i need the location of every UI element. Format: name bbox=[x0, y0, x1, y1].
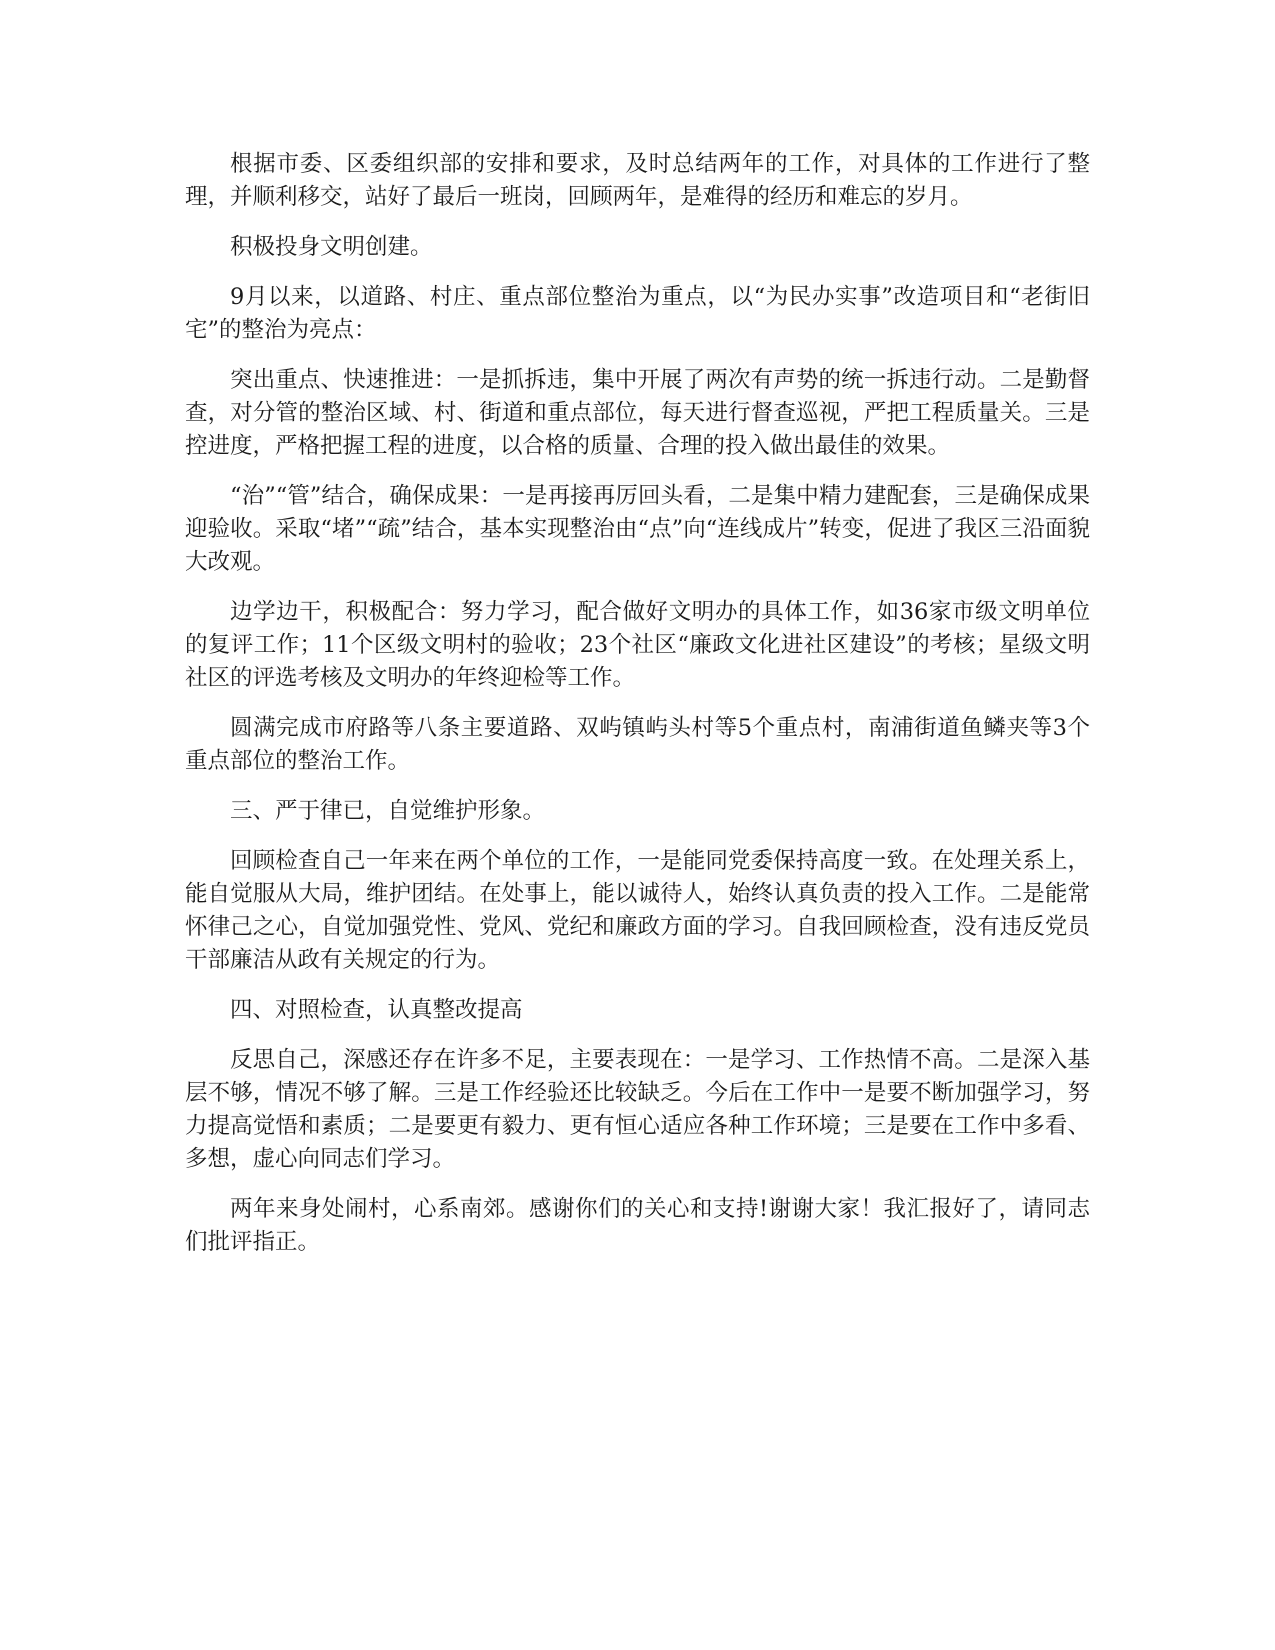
paragraph-5: “治”“管”结合，确保成果：一是再接再厉回头看，二是集中精力建配套，三是确保成果迎验收。采取“堵”“疏”结合，基本实现整治由“点”向“连线成片”转变，促进了我区三沿面貌大改观。 bbox=[185, 483, 1090, 575]
paragraph-1: 根据市委、区委组织部的安排和要求，及时总结两年的工作，对具体的工作进行了整理，并顺利移交，站好了最后一班岗，回顾两年，是难得的经历和难忘的岁月。 bbox=[185, 151, 1090, 210]
paragraph-2: 积极投身文明创建。 bbox=[230, 234, 433, 260]
section-heading-3: 三、严于律已，自觉维护形象。 bbox=[230, 798, 546, 824]
paragraph-4: 突出重点、快速推进：一是抓拆违，集中开展了两次有声势的统一拆违行动。二是勤督查，对分管的整治区域、村、街道和重点部位，每天进行督查巡视，严把工程质量关。三是控进度，严格把握工程的进度，以合格的质量、合理的投入做出最佳的效果。 bbox=[185, 367, 1090, 459]
paragraph-11: 反思自己，深感还存在许多不足，主要表现在：一是学习、工作热情不高。二是深入基层不够，情况不够了解。三是工作经验还比较缺乏。今后在工作中一是要不断加强学习，努力提高觉悟和素质；二是要更有毅力、更有恒心适应各种工作环境；三是要在工作中多看、多想，虚心向同志们学习。 bbox=[185, 1047, 1090, 1172]
document-page bbox=[185, 148, 1090, 1276]
paragraph-12: 两年来身处闹村，心系南郊。感谢你们的关心和支持!谢谢大家！我汇报好了，请同志们批评指正。 bbox=[185, 1196, 1090, 1255]
paragraph-3: 9月以来，以道路、村庄、重点部位整治为重点，以“为民办实事”改造项目和“老街旧宅”的整治为亮点： bbox=[185, 284, 1090, 343]
paragraph-9: 回顾检查自己一年来在两个单位的工作，一是能同党委保持高度一致。在处理关系上，能自觉服从大局，维护团结。在处事上，能以诚待人，始终认真负责的投入工作。二是能常怀律己之心，自觉加强党性、党风、党纪和廉政方面的学习。自我回顾检查，没有违反党员干部廉洁从政有关规定的行为。 bbox=[185, 848, 1090, 973]
section-heading-4: 四、对照检查，认真整改提高 bbox=[230, 997, 523, 1023]
paragraph-7: 圆满完成市府路等八条主要道路、双屿镇屿头村等5个重点村，南浦街道鱼鳞夹等3个重点部位的整治工作。 bbox=[185, 715, 1090, 774]
paragraph-6: 边学边干，积极配合：努力学习，配合做好文明办的具体工作，如36家市级文明单位的复评工作；11个区级文明村的验收；23个社区“廉政文化进社区建设”的考核；星级文明社区的评选考核及文明办的年终迎检等工作。 bbox=[185, 599, 1090, 691]
